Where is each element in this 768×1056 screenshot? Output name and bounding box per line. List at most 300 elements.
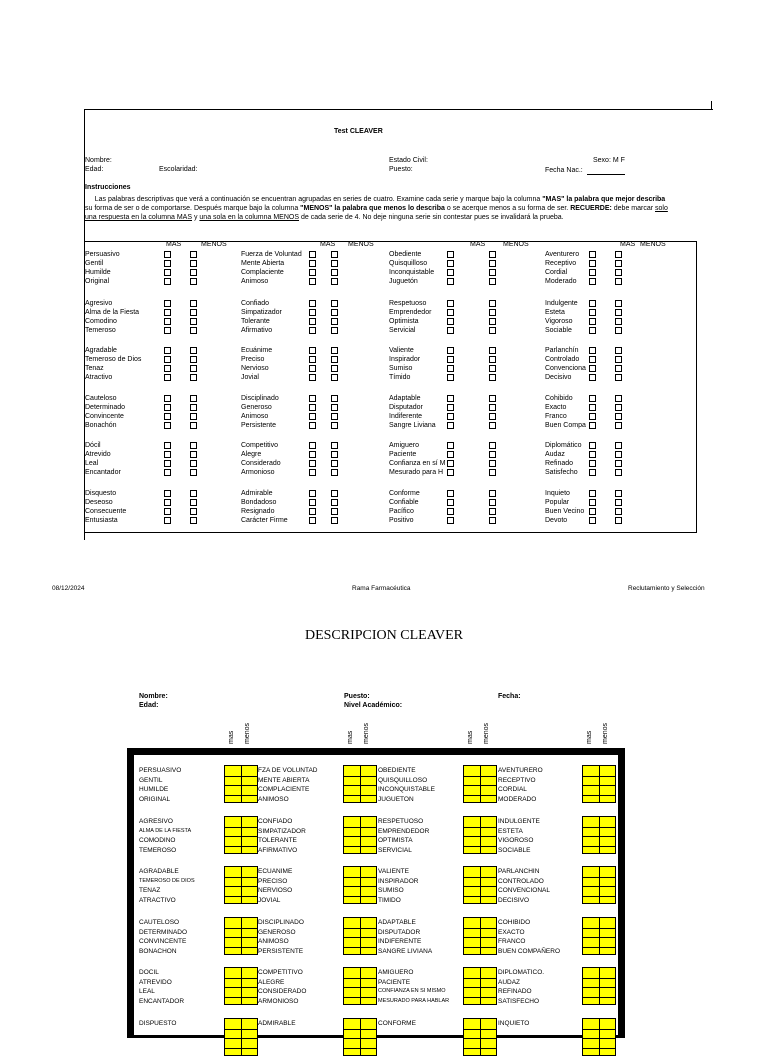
mas-checkbox[interactable] — [447, 356, 454, 363]
answer-box-rowline — [225, 947, 257, 948]
menos-checkbox[interactable] — [615, 309, 622, 316]
mas-checkbox[interactable] — [447, 309, 454, 316]
menos-checkbox[interactable] — [190, 442, 197, 449]
answer-box[interactable] — [582, 765, 616, 803]
descripcion-word: ECUANIME — [258, 868, 293, 875]
word-label: Franco — [545, 413, 567, 420]
descripcion-word: ENCANTADOR — [139, 997, 185, 1005]
answer-box-rowline — [583, 776, 615, 777]
menos-checkbox[interactable] — [615, 490, 622, 497]
menos-checkbox[interactable] — [190, 278, 197, 285]
mas-checkbox[interactable] — [447, 413, 454, 420]
answer-box[interactable] — [463, 866, 497, 904]
menos-checkbox[interactable] — [615, 260, 622, 267]
descripcion-word: SANGRE LIVIANA — [378, 947, 433, 955]
mas-checkbox[interactable] — [164, 347, 171, 354]
mas-checkbox[interactable] — [309, 517, 316, 524]
menos-checkbox[interactable] — [489, 517, 496, 524]
mas-checkbox[interactable] — [447, 508, 454, 515]
mas-checkbox[interactable] — [589, 469, 596, 476]
menos-checkbox[interactable] — [190, 260, 197, 267]
menos-checkbox[interactable] — [615, 356, 622, 363]
mas-checkbox[interactable] — [589, 395, 596, 402]
menos-checkbox[interactable] — [190, 395, 197, 402]
menos-checkbox[interactable] — [615, 499, 622, 506]
menos-checkbox[interactable] — [489, 395, 496, 402]
mas-checkbox[interactable] — [447, 365, 454, 372]
answer-box[interactable] — [343, 816, 377, 854]
descripcion-word: MESURADO PARA HABLAR — [378, 997, 450, 1004]
menos-checkbox[interactable] — [489, 309, 496, 316]
mas-checkbox[interactable] — [164, 413, 171, 420]
mas-checkbox[interactable] — [309, 318, 316, 325]
descripcion-word: AMIGUERO — [378, 969, 414, 976]
descripcion-word: DECISIVO — [498, 896, 530, 904]
answer-box-rowline — [583, 987, 615, 988]
descripcion-word: AVENTURERO — [498, 767, 543, 774]
word-label: Alma de la Fiesta — [85, 309, 140, 316]
mas-checkbox[interactable] — [447, 422, 454, 429]
mas-checkbox[interactable] — [164, 442, 171, 449]
mas-checkbox[interactable] — [589, 318, 596, 325]
menos-checkbox[interactable] — [190, 499, 197, 506]
menos-checkbox[interactable] — [615, 460, 622, 467]
answer-box[interactable] — [224, 866, 258, 904]
answer-box-rowline — [583, 827, 615, 828]
menos-checkbox[interactable] — [190, 327, 197, 334]
menos-checkbox[interactable] — [331, 413, 338, 420]
descripcion-word: INSPIRADOR — [378, 877, 419, 885]
menos-checkbox[interactable] — [331, 347, 338, 354]
answer-box-divider — [480, 968, 481, 1004]
menos-checkbox[interactable] — [489, 469, 496, 476]
mas-checkbox[interactable] — [447, 374, 454, 381]
mas-checkbox[interactable] — [447, 404, 454, 411]
mas-checkbox[interactable] — [164, 278, 171, 285]
menos-checkbox[interactable] — [190, 508, 197, 515]
word-label: Atrevido — [85, 451, 111, 458]
word-label: Disputador — [389, 404, 423, 411]
menos-checkbox[interactable] — [489, 490, 496, 497]
answer-box-divider — [599, 968, 600, 1004]
answer-box-rowline — [225, 827, 257, 828]
word-label: Bondadoso — [241, 499, 277, 506]
word-label: Cordial — [545, 269, 568, 276]
descripcion-word: OPTIMISTA — [378, 837, 413, 844]
mas-checkbox[interactable] — [164, 404, 171, 411]
word-label: Preciso — [241, 356, 265, 363]
menos-checkbox[interactable] — [190, 269, 197, 276]
word-label: Cohibido — [545, 395, 573, 402]
menos-checkbox[interactable] — [331, 442, 338, 449]
menos-checkbox[interactable] — [190, 451, 197, 458]
descripcion-word: LEAL — [139, 988, 155, 995]
answer-box-rowline — [464, 937, 496, 938]
menos-checkbox[interactable] — [489, 300, 496, 307]
menos-checkbox[interactable] — [190, 365, 197, 372]
word-label: Comodino — [85, 318, 117, 325]
mas-checkbox[interactable] — [589, 251, 596, 258]
menos-checkbox[interactable] — [615, 404, 622, 411]
mas-checkbox[interactable] — [164, 490, 171, 497]
menos-checkbox[interactable] — [489, 251, 496, 258]
mas-checkbox[interactable] — [589, 365, 596, 372]
mas-checkbox[interactable] — [309, 269, 316, 276]
answer-box-rowline — [344, 978, 376, 979]
menos-checkbox[interactable] — [190, 251, 197, 258]
menos-checkbox[interactable] — [331, 327, 338, 334]
menos-checkbox[interactable] — [615, 347, 622, 354]
mas-checkbox[interactable] — [589, 300, 596, 307]
descripcion-word: INDULGENTE — [498, 818, 540, 825]
descripcion-word: RECEPTIVO — [498, 776, 536, 784]
mas-checkbox[interactable] — [164, 300, 171, 307]
word-label: Quisquilloso — [389, 260, 428, 267]
word-label: Simpatizador — [241, 309, 282, 316]
mas-checkbox[interactable] — [589, 347, 596, 354]
menos-checkbox[interactable] — [615, 269, 622, 276]
menos-checkbox[interactable] — [489, 499, 496, 506]
menos-checkbox[interactable] — [615, 395, 622, 402]
mas-checkbox[interactable] — [447, 251, 454, 258]
descripcion-word: ADAPTABLE — [378, 919, 416, 926]
mas-checkbox[interactable] — [589, 422, 596, 429]
descripcion-word: PERSUASIVO — [139, 767, 182, 774]
mas-checkbox[interactable] — [309, 300, 316, 307]
mas-checkbox[interactable] — [164, 395, 171, 402]
menos-checkbox[interactable] — [489, 451, 496, 458]
menos-checkbox[interactable] — [615, 251, 622, 258]
mas-checkbox[interactable] — [589, 260, 596, 267]
menos-checkbox[interactable] — [331, 374, 338, 381]
menos-checkbox[interactable] — [489, 278, 496, 285]
word-label: Esteta — [545, 309, 565, 316]
menos-checkbox[interactable] — [331, 517, 338, 524]
answer-box-rowline — [583, 928, 615, 929]
answer-box-rowline — [344, 836, 376, 837]
mas-checkbox[interactable] — [447, 451, 454, 458]
mas-checkbox[interactable] — [447, 499, 454, 506]
mas-checkbox[interactable] — [309, 395, 316, 402]
menos-checkbox[interactable] — [331, 499, 338, 506]
menos-checkbox[interactable] — [190, 413, 197, 420]
menos-checkbox[interactable] — [331, 300, 338, 307]
menos-checkbox[interactable] — [331, 365, 338, 372]
mas-checkbox[interactable] — [447, 490, 454, 497]
answer-box-divider — [360, 766, 361, 802]
fecha-nac-label: Fecha Nac.: — [545, 167, 583, 174]
mas-checkbox[interactable] — [447, 278, 454, 285]
answer-box[interactable] — [224, 917, 258, 955]
descripcion-word: PACIENTE — [378, 978, 411, 986]
menos-checkbox[interactable] — [489, 404, 496, 411]
answer-box-rowline — [583, 785, 615, 786]
menos-checkbox[interactable] — [331, 490, 338, 497]
mas-checkbox[interactable] — [309, 460, 316, 467]
menos-checkbox[interactable] — [331, 508, 338, 515]
mas-checkbox[interactable] — [164, 499, 171, 506]
menos-checkbox[interactable] — [615, 422, 622, 429]
menos-checkbox[interactable] — [615, 451, 622, 458]
menos-checkbox[interactable] — [190, 517, 197, 524]
menos-checkbox[interactable] — [489, 365, 496, 372]
answer-box[interactable] — [224, 765, 258, 803]
mas-checkbox[interactable] — [447, 327, 454, 334]
menos-checkbox[interactable] — [331, 460, 338, 467]
menos-checkbox[interactable] — [615, 413, 622, 420]
mas-checkbox[interactable] — [589, 490, 596, 497]
mas-checkbox[interactable] — [309, 365, 316, 372]
menos-checkbox[interactable] — [190, 422, 197, 429]
word-label: Convincente — [85, 413, 124, 420]
word-label: Tolerante — [241, 318, 270, 325]
menos-checkbox[interactable] — [190, 309, 197, 316]
descripcion-word: EMPRENDEDOR — [378, 827, 430, 835]
menos-checkbox[interactable] — [190, 469, 197, 476]
answer-box[interactable] — [224, 816, 258, 854]
answer-box[interactable] — [463, 967, 497, 1005]
mas-checkbox[interactable] — [309, 508, 316, 515]
mas-checkbox[interactable] — [164, 422, 171, 429]
menos-checkbox[interactable] — [489, 318, 496, 325]
menos-checkbox[interactable] — [489, 356, 496, 363]
menos-checkbox[interactable] — [489, 413, 496, 420]
mas-checkbox[interactable] — [589, 374, 596, 381]
word-label: Decisivo — [545, 374, 572, 381]
mas-checkbox[interactable] — [164, 356, 171, 363]
answer-box-rowline — [583, 947, 615, 948]
mas-checkbox[interactable] — [309, 469, 316, 476]
mas-checkbox[interactable] — [164, 318, 171, 325]
menos-header: MENOS — [640, 241, 666, 248]
answer-box-divider — [599, 817, 600, 853]
mas-checkbox[interactable] — [589, 517, 596, 524]
mas-checkbox[interactable] — [309, 404, 316, 411]
menos-checkbox[interactable] — [331, 469, 338, 476]
descripcion-word: PRECISO — [258, 877, 288, 885]
mas-checkbox[interactable] — [447, 269, 454, 276]
mas-checkbox[interactable] — [164, 469, 171, 476]
word-label: Tenaz — [85, 365, 104, 372]
mas-checkbox[interactable] — [309, 442, 316, 449]
fecha-nac-line — [587, 174, 625, 175]
menos-checkbox[interactable] — [489, 442, 496, 449]
mas-checkbox[interactable] — [164, 365, 171, 372]
menos-checkbox[interactable] — [190, 300, 197, 307]
menos-checkbox[interactable] — [489, 260, 496, 267]
answer-box-rowline — [464, 846, 496, 847]
answer-box-rowline — [225, 877, 257, 878]
mas-checkbox[interactable] — [309, 422, 316, 429]
mas-checkbox[interactable] — [309, 374, 316, 381]
answer-box-divider — [480, 766, 481, 802]
menos-checkbox[interactable] — [331, 395, 338, 402]
menos-checkbox[interactable] — [190, 347, 197, 354]
mas-checkbox[interactable] — [309, 356, 316, 363]
menos-checkbox[interactable] — [615, 469, 622, 476]
menos-checkbox[interactable] — [615, 517, 622, 524]
word-label: Dócil — [85, 442, 101, 449]
menos-checkbox[interactable] — [615, 365, 622, 372]
mas-checkbox[interactable] — [447, 460, 454, 467]
menos-checkbox[interactable] — [190, 318, 197, 325]
descripcion-word: INCONQUISTABLE — [378, 786, 435, 793]
mas-checkbox[interactable] — [309, 490, 316, 497]
menos-checkbox[interactable] — [331, 451, 338, 458]
answer-box[interactable] — [343, 765, 377, 803]
menos-checkbox[interactable] — [615, 278, 622, 285]
menos-checkbox[interactable] — [489, 269, 496, 276]
mas-checkbox[interactable] — [309, 251, 316, 258]
footer-right: Reclutamiento y Selección — [628, 585, 705, 592]
edad-label: Edad: — [85, 166, 104, 173]
descripcion-word: HUMILDE — [139, 786, 169, 793]
mas-checkbox[interactable] — [309, 260, 316, 267]
mas-checkbox[interactable] — [447, 318, 454, 325]
menos-checkbox[interactable] — [331, 422, 338, 429]
mas-checkbox[interactable] — [589, 413, 596, 420]
menos-checkbox[interactable] — [331, 251, 338, 258]
word-label: Respetuoso — [389, 300, 427, 307]
menos-checkbox[interactable] — [615, 327, 622, 334]
descripcion-word: ATREVIDO — [139, 978, 172, 986]
answer-box[interactable] — [463, 917, 497, 955]
menos-checkbox[interactable] — [615, 508, 622, 515]
answer-box[interactable] — [582, 967, 616, 1005]
menos-checkbox[interactable] — [331, 318, 338, 325]
menos-checkbox[interactable] — [615, 318, 622, 325]
mas-checkbox[interactable] — [589, 508, 596, 515]
mas-checkbox[interactable] — [309, 327, 316, 334]
descripcion-word: CONTROLADO — [498, 877, 544, 885]
mas-checkbox[interactable] — [589, 451, 596, 458]
answer-box-rowline — [464, 836, 496, 837]
mas-checkbox[interactable] — [589, 404, 596, 411]
word-label: Obediente — [389, 251, 422, 258]
mas-checkbox[interactable] — [589, 278, 596, 285]
answer-box[interactable] — [463, 765, 497, 803]
word-label: Refinado — [545, 460, 574, 467]
answer-box[interactable] — [224, 967, 258, 1005]
mas-checkbox[interactable] — [309, 451, 316, 458]
mas-checkbox[interactable] — [447, 442, 454, 449]
mas-checkbox[interactable] — [589, 327, 596, 334]
mas-checkbox[interactable] — [589, 442, 596, 449]
menos-checkbox[interactable] — [331, 309, 338, 316]
menos-checkbox[interactable] — [190, 490, 197, 497]
instructions-text: Las palabras descriptivas que verá a continuación se encuentran agrupadas en series de cuatro. Examine cada serie y marque bajo la columna "MAS" la palabra que mejor describa su forma de ser o de comportarse. Después marque bajo la columna "MENOS" la palabra que menos lo describa o se acerque menos a su forma de ser. RECUERDE: debe marcar solo una respuesta en la columna MAS y una sola en la columna MENOS de cada serie de 4. No deje ninguna serie sin contestar pues se invalidará la prueba. — [85, 196, 668, 221]
menos-checkbox[interactable] — [190, 356, 197, 363]
answer-box-rowline — [464, 795, 496, 796]
mas-checkbox[interactable] — [309, 309, 316, 316]
menos-checkbox[interactable] — [489, 508, 496, 515]
mas-checkbox[interactable] — [447, 260, 454, 267]
answer-box[interactable] — [582, 917, 616, 955]
answer-box-divider — [241, 817, 242, 853]
menos-checkbox[interactable] — [615, 374, 622, 381]
mas-checkbox[interactable] — [309, 278, 316, 285]
menos-checkbox[interactable] — [190, 460, 197, 467]
mas-checkbox[interactable] — [589, 309, 596, 316]
menos-checkbox[interactable] — [331, 404, 338, 411]
mas-checkbox[interactable] — [447, 395, 454, 402]
word-label: Audaz — [545, 451, 565, 458]
answer-box[interactable] — [582, 816, 616, 854]
mas-checkbox[interactable] — [589, 499, 596, 506]
word-label: Animoso — [241, 413, 269, 420]
descripcion-word: DISCIPLINADO — [258, 919, 304, 926]
mas-checkbox[interactable] — [164, 309, 171, 316]
answer-box-rowline — [344, 947, 376, 948]
answer-box[interactable] — [343, 967, 377, 1005]
menos-checkbox[interactable] — [331, 269, 338, 276]
mas-checkbox[interactable] — [164, 374, 171, 381]
menos-checkbox[interactable] — [489, 347, 496, 354]
answer-box-rowline — [344, 1048, 376, 1049]
mas-checkbox[interactable] — [589, 356, 596, 363]
menos-checkbox[interactable] — [489, 422, 496, 429]
answer-box[interactable] — [463, 816, 497, 854]
mas-checkbox[interactable] — [309, 499, 316, 506]
answer-box[interactable] — [343, 917, 377, 955]
menos-checkbox[interactable] — [615, 442, 622, 449]
mas-checkbox[interactable] — [164, 327, 171, 334]
mas-checkbox[interactable] — [447, 517, 454, 524]
word-label: Competitivo — [241, 442, 278, 449]
menos-checkbox[interactable] — [190, 374, 197, 381]
mas-checkbox[interactable] — [164, 269, 171, 276]
menos-checkbox[interactable] — [190, 404, 197, 411]
answer-box[interactable] — [343, 866, 377, 904]
mas-checkbox[interactable] — [309, 413, 316, 420]
answer-box-rowline — [344, 1029, 376, 1030]
menos-checkbox[interactable] — [489, 460, 496, 467]
mas-checkbox[interactable] — [309, 347, 316, 354]
word-label: Fuerza de Voluntad — [241, 251, 302, 258]
menos-checkbox[interactable] — [489, 327, 496, 334]
word-label: Pacífico — [389, 508, 414, 515]
answer-box[interactable] — [582, 866, 616, 904]
menos-checkbox[interactable] — [489, 374, 496, 381]
word-label: Sangre Liviana — [389, 422, 436, 429]
menos-checkbox[interactable] — [331, 278, 338, 285]
mas-checkbox[interactable] — [164, 508, 171, 515]
mas-checkbox[interactable] — [447, 469, 454, 476]
answer-box-rowline — [464, 997, 496, 998]
menos-checkbox[interactable] — [615, 300, 622, 307]
menos-checkbox[interactable] — [331, 260, 338, 267]
mas-checkbox[interactable] — [164, 460, 171, 467]
word-label: Conforme — [389, 490, 420, 497]
desc-nivel: Nivel Académico: — [344, 702, 403, 709]
word-label: Valiente — [389, 347, 414, 354]
mas-checkbox[interactable] — [447, 300, 454, 307]
mas-checkbox[interactable] — [164, 517, 171, 524]
answer-box-divider — [360, 817, 361, 853]
mas-checkbox[interactable] — [164, 251, 171, 258]
answer-box-rowline — [225, 997, 257, 998]
mas-checkbox[interactable] — [447, 347, 454, 354]
mas-checkbox[interactable] — [164, 451, 171, 458]
mas-checkbox[interactable] — [589, 269, 596, 276]
mas-checkbox[interactable] — [589, 460, 596, 467]
menos-checkbox[interactable] — [331, 356, 338, 363]
mas-checkbox[interactable] — [164, 260, 171, 267]
descripcion-word: CONFORME — [378, 1020, 416, 1027]
answer-box-rowline — [344, 997, 376, 998]
descripcion-word: PARLANCHIN — [498, 868, 540, 875]
descripcion-word: BONACHON — [139, 947, 177, 955]
